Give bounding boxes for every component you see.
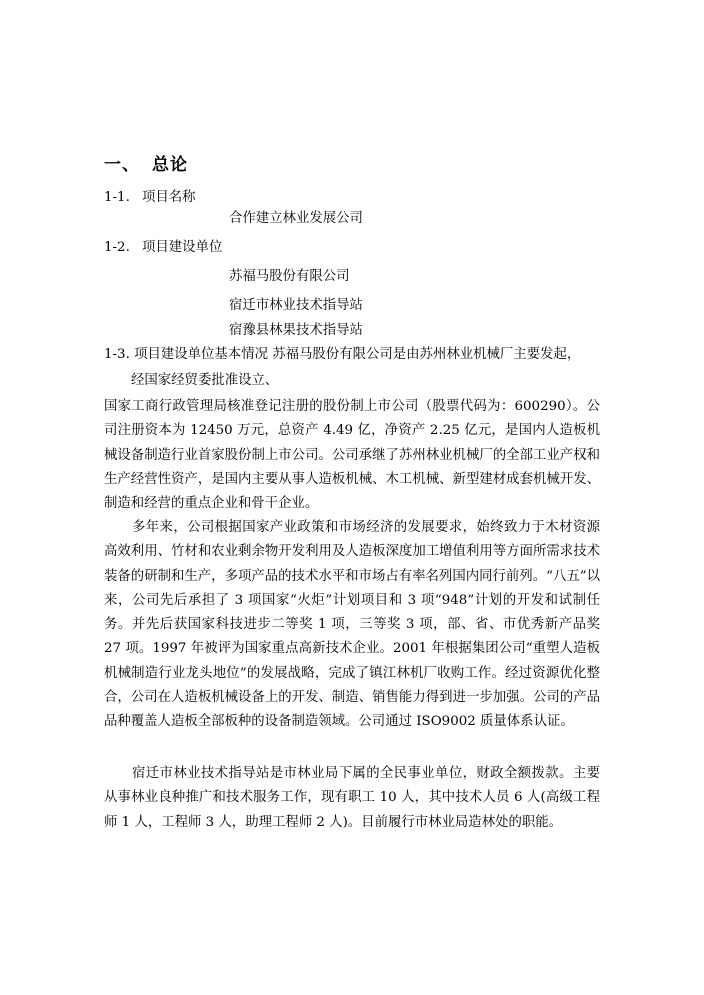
paragraph-forestry-station: 宿迁市林业技术指导站是市林业局下属的全民事业单位，财政全额拨款。主要从事林业良种推广和技术服务工作，现有职工 10 人，其中技术人员 6 人(高级工程师 1 人，工程师 3 人，助理工程师 2 人)。目前履行市林业局造林处的职能。	[104, 766, 600, 830]
unit-name: 宿迁市林业技术指导站	[229, 298, 363, 313]
item-1-3-line: 1-3. 项目建设单位基本情况 苏福马股份有限公司是由苏州林业机械厂主要发起，	[104, 347, 581, 362]
section-number: 一、	[104, 155, 140, 175]
item-1-2	[104, 238, 222, 258]
section-title: 总论	[152, 155, 188, 175]
section-heading	[104, 150, 188, 175]
item-number: 1-1.	[104, 190, 130, 205]
unit-name: 宿豫县林果技术指导站	[229, 323, 363, 338]
unit-name: 苏福马股份有限公司	[229, 269, 350, 284]
item-1-1	[104, 188, 196, 208]
item-label: 项目建设单位	[142, 240, 223, 255]
item-label: 项目名称	[142, 190, 196, 205]
project-name: 合作建立林业发展公司	[229, 211, 363, 226]
item-number: 1-2.	[104, 240, 130, 255]
paragraph-company-history: 多年来，公司根据国家产业政策和市场经济的发展要求，始终致力于木材资源高效利用、竹材和农业剩余物开发利用及人造板深度加工增值利用等方面所需求技术装备的研制和生产，多项产品的技术水平和市场占有率名列国内同行前列。“八五”以来，公司先后承担了 3 项国家“火炬”计划项目和 3 项“948”计划的开发和试制任务。并先后获国家科技进步二等奖 1 项，三等奖 3 项，部、省、市优秀新产品奖 27 项。1997 年被评为国家重点高新技术企业。2001 年根据集团公司“重塑人造板机械制造行业龙头地位”的发展战略，完成了镇江林机厂收购工作。经过资源优化整合，公司在人造板机械设备上的开发、制造、销售能力得到进一步加强。公司的产品品种覆盖人造板全部板种的设备制造领域。公司通过 ISO9002 质量体系认证。	[104, 520, 600, 730]
item-1-3-line-2: 经国家经贸委批准设立、	[131, 373, 279, 388]
paragraph-company-intro: 国家工商行政管理局核准登记注册的股份制上市公司（股票代码为：600290）。公司注册资本为 12450 万元，总资产 4.49 亿，净资产 2.25 亿元，是国内人造板机械设备制造行业首家股份制上市公司。公司承继了苏州林业机械厂的全部工业产权和生产经营性资产，是国内主要从事人造板机械、木工机械、新型建材成套机械开发、制造和经营的重点企业和骨干企业。	[104, 399, 600, 512]
